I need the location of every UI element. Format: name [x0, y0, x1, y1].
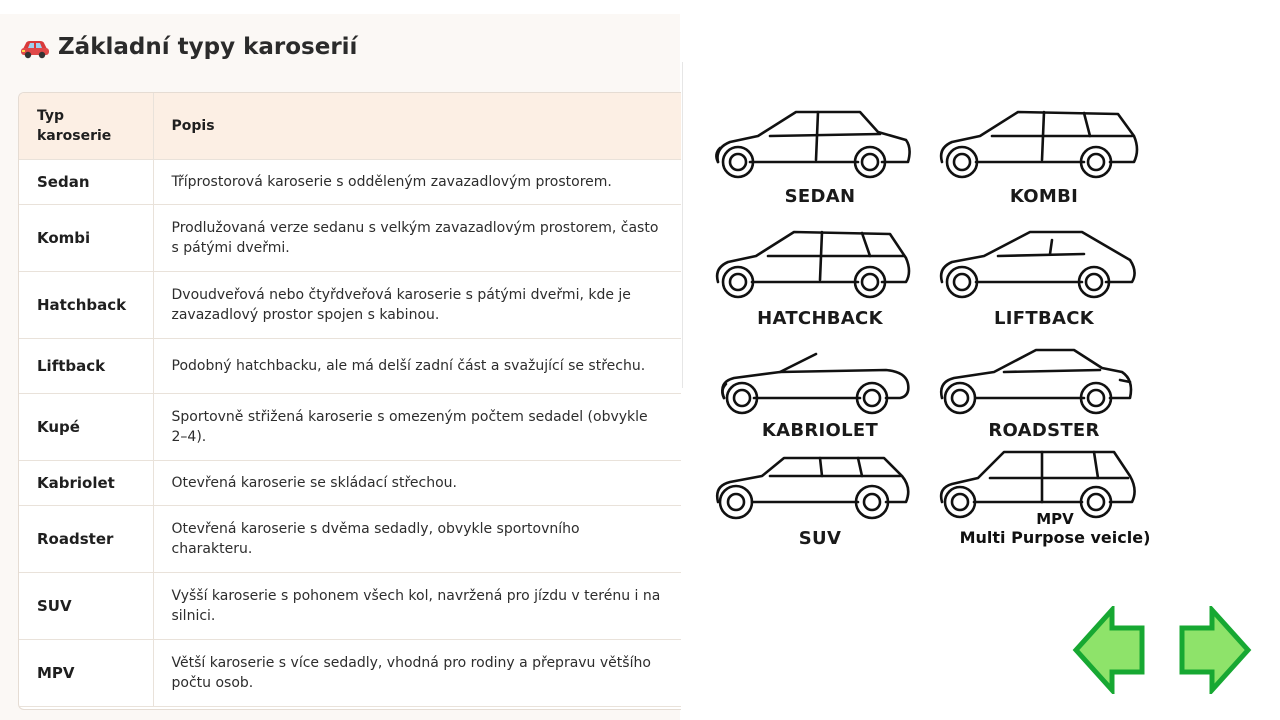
liftback-label: LIFTBACK — [994, 308, 1094, 329]
panel-title: Základní typy karoserií — [58, 34, 358, 60]
roadster-car-icon — [934, 340, 1144, 420]
row-description: Vyšší karoserie s pohonem všech kol, navržená pro jízdu v terénu i na silnici. — [153, 573, 681, 640]
kombi-label: KOMBI — [1009, 186, 1079, 207]
kabriolet-car-icon — [710, 340, 920, 420]
kabriolet-label: KABRIOLET — [761, 420, 879, 441]
row-name: MPV — [19, 640, 153, 707]
row-name: Kupé — [19, 394, 153, 461]
row-name: Roadster — [19, 506, 153, 573]
arrow-right-icon — [1178, 606, 1252, 694]
roadster-label: ROADSTER — [988, 420, 1100, 441]
panel-divider — [682, 62, 683, 388]
row-description: Větší karoserie s více sedadly, vhodná pro rodiny a přepravu většího počtu osob. — [153, 640, 681, 707]
row-name: Sedan — [19, 160, 153, 205]
car-body-illustrations — [700, 90, 1170, 560]
table-row — [19, 205, 681, 272]
body-types-panel — [0, 14, 680, 720]
row-description: Prodlužovaná verze sedanu s velkým zavazadlovým prostorem, často s pátými dveřmi. — [153, 205, 681, 272]
table-row — [19, 160, 681, 205]
hatchback-illustration — [710, 224, 930, 329]
previous-slide-button[interactable] — [1072, 606, 1146, 694]
header-type: Typ karoserie — [19, 93, 153, 160]
suv-label: SUV — [798, 528, 842, 549]
table-row — [19, 339, 681, 394]
sedan-car-icon — [710, 104, 920, 184]
row-name: SUV — [19, 573, 153, 640]
header-description: Popis — [153, 93, 681, 160]
table-row — [19, 461, 681, 506]
table-row — [19, 506, 681, 573]
liftback-car-icon — [934, 224, 1144, 304]
suv-car-icon — [710, 446, 920, 526]
row-description: Otevřená karoserie se skládací střechou. — [153, 461, 681, 506]
table-row — [19, 394, 681, 461]
body-types-table — [18, 92, 681, 710]
mpv-label: Multi Purpose veicle) — [959, 528, 1151, 547]
kombi-car-icon — [934, 104, 1144, 184]
row-description: Otevřená karoserie s dvěma sedadly, obvykle sportovního charakteru. — [153, 506, 681, 573]
panel-heading — [20, 30, 357, 64]
row-description: Sportovně střižená karoserie s omezeným počtem sedadel (obvykle 2–4). — [153, 394, 681, 461]
hatchback-car-icon — [710, 224, 920, 304]
kombi-illustration — [934, 104, 1154, 207]
mpv-tag-label: MPV — [1036, 510, 1074, 528]
table-row — [19, 573, 681, 640]
row-description: Tříprostorová karoserie s odděleným zavazadlovým prostorem. — [153, 160, 681, 205]
row-name: Kabriolet — [19, 461, 153, 506]
sedan-label: SEDAN — [784, 186, 856, 207]
kabriolet-illustration — [710, 340, 930, 441]
sedan-illustration — [710, 104, 930, 207]
arrow-left-icon — [1072, 606, 1146, 694]
row-description: Podobný hatchbacku, ale má delší zadní část a svažující se střechu. — [153, 339, 681, 394]
row-name: Hatchback — [19, 272, 153, 339]
car-emoji-icon — [20, 35, 50, 59]
row-name: Liftback — [19, 339, 153, 394]
roadster-illustration — [934, 340, 1154, 441]
hatchback-label: HATCHBACK — [757, 308, 883, 329]
table-row — [19, 640, 681, 707]
suv-illustration — [710, 446, 930, 549]
table-header-row — [19, 93, 681, 160]
row-description: Dvoudveřová nebo čtyřdveřová karoserie s pátými dveřmi, kde je zavazadlový prostor spojen s kabinou. — [153, 272, 681, 339]
row-name: Kombi — [19, 205, 153, 272]
table-row — [19, 272, 681, 339]
next-slide-button[interactable] — [1178, 606, 1252, 694]
liftback-illustration — [934, 224, 1154, 329]
